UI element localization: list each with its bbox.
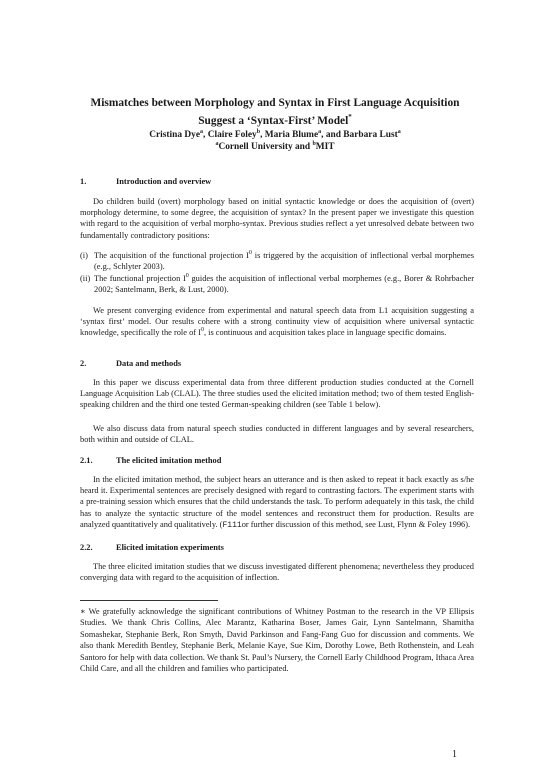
list-text: guides the acquisition of inflectional verbal morphemes (e.g., Borer & Rohrbacher 2002; Santelmann, Berk, & Lust, 2000). <box>94 274 474 295</box>
section-heading <box>80 359 181 368</box>
paragraph <box>80 305 474 339</box>
section-number: 2.2. <box>80 543 93 552</box>
list-text: The acquisition of the functional projection I <box>94 251 249 260</box>
paragraph-text: We present converging evidence from experimental and natural speech data from L1 acquisition suggesting a ‘syntax first’ model. Our results cohere with a strong continuity view of acquisition where universal syntactic knowledge, specifically the role of I <box>80 306 474 338</box>
list-text: is triggered by the acquisition of inflectional verbal morphemes (e.g., Schlyter 2003). <box>94 251 474 272</box>
affiliation-mark: b <box>256 128 261 135</box>
subsection-heading <box>80 543 224 552</box>
footnote-mark: ∗ <box>80 607 86 616</box>
author-name: and Barbara Lust <box>325 130 398 140</box>
affiliation-text: Cornell University and <box>218 142 313 152</box>
list-item <box>80 273 474 295</box>
section-title: Elicited imitation experiments <box>116 543 224 552</box>
list-label: (i) <box>80 251 88 260</box>
superscript: 0 <box>200 327 204 334</box>
paragraph <box>80 474 474 531</box>
paragraph-text: or further discussion of this method, see Lust, Flynn & Foley 1996). <box>241 519 471 529</box>
footnote-text: We gratefully acknowledge the significant contributions of Whitney Postman to the research in the VP Ellipsis Studies. We thank Chris Collins, Alec Marantz, Katharina Boser, James Gair, Lynn Santelmann, Shamitha Somashekar, Stephanie Berk, Ron Smyth, David Parkinson and Fang-Fang Guo for discussion and comments. We also thank Meredith Bentley, Stephanie Berk, Melanie Kaye, Sue Kim, Dorothy Lowe, Beth Rothenstein, and Leah Santoro for help with data collection. We thank St. Paul’s Nursery, the Cornell Early Childhood Program, Ithaca Area Child Care, and all the children and families who participated. <box>80 607 474 674</box>
paragraph-text: In the elicited imitation method, the subject hears an utterance and is then asked to repeat it back exactly as s/he heard it. Experimental sentences are precisely designed with regard to contrasting factors. The experiment starts with a pre-training session which ensures that the child understands the task. To perform adequately in this task, the child has to analyze the syntactic structure of the model sentences and reconstruct them for production. Results are analyzed quantitatively and qualitatively. ( <box>80 475 474 529</box>
section-title: The elicited imitation method <box>116 456 222 465</box>
affiliation-text: MIT <box>315 142 335 152</box>
affiliation-mark: a <box>397 128 401 135</box>
author-name: Cristina Dye <box>149 130 201 140</box>
superscript: 0 <box>185 273 189 280</box>
title-footnote-mark: * <box>348 113 352 121</box>
page-number: 1 <box>452 749 457 760</box>
footnote <box>80 606 474 674</box>
paragraph: We also discuss data from natural speech studies conducted in different languages and by several researchers, both within and outside of CLAL. <box>80 424 474 445</box>
author-name: Maria Blume <box>264 130 319 140</box>
author-name: Claire Foley <box>207 130 257 140</box>
paragraph-text: , is continuous and acquisition takes place in language specific domains. <box>203 328 447 338</box>
paragraph: In this paper we discuss experimental data from three different production studies conducted at the Cornell Language Acquisition Lab (CLAL). The three studies used the elicited imitation method; two of them tested English-speaking children and the third one tested German-speaking children (see Table 1 below). <box>80 378 474 410</box>
inline-code: F111 <box>222 520 242 530</box>
affiliation-mark: a <box>318 128 322 135</box>
section-number: 2. <box>80 359 87 368</box>
paragraph: The three elicited imitation studies that we discuss investigated different phenomena; nevertheless they produced converging data with regard to the acquisition of inflection. <box>80 562 474 583</box>
section-number: 2.1. <box>80 456 93 465</box>
paper-title <box>60 96 490 128</box>
list-text: The functional projection I <box>94 274 186 283</box>
title-line-2: Suggest a ‘Syntax-First’ Model <box>198 114 349 127</box>
affiliations <box>60 142 490 152</box>
subsection-heading <box>80 456 221 465</box>
list-item <box>80 250 474 272</box>
superscript: 0 <box>248 250 252 257</box>
section-number: 1. <box>80 177 87 186</box>
section-heading <box>80 177 211 186</box>
affiliation-mark: a <box>215 140 219 147</box>
affiliation-mark: a <box>200 128 204 135</box>
list-label: (ii) <box>80 274 91 283</box>
footnote-rule <box>80 600 218 601</box>
author-list: Cristina Dye$^a$, Claire Foley$^b$, Maria Blume$^a$, and Barbara Lust$^a$ <box>149 128 401 140</box>
section-title: Data and methods <box>116 359 182 368</box>
affiliation-mark: b <box>312 140 316 147</box>
section-title: Introduction and overview <box>116 177 212 186</box>
paragraph: Do children build (overt) morphology based on initial syntactic knowledge or does the acquisition of (overt) morphology determine, to some degree, the acquisition of syntax? In the present paper we investigate this question with regard to the acquisition of verbal morpho-syntax. Previous studies reflect a yet unresolved debate between two fundamentally contradictory positions: <box>80 197 474 240</box>
title-line-1: Mismatches between Morphology and Syntax in First Language Acquisition <box>90 97 460 109</box>
